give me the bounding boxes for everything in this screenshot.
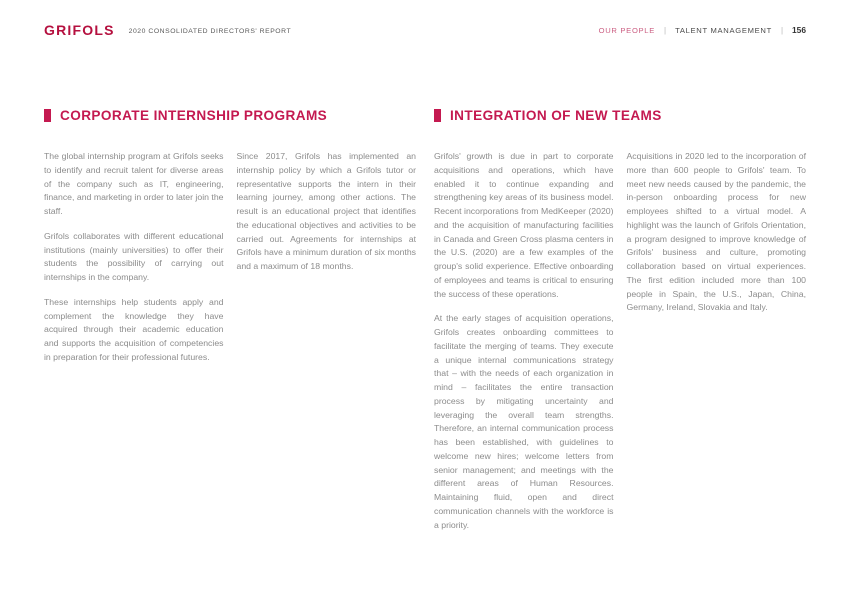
text-column [627,150,807,543]
section-title: CORPORATE INTERNSHIP PROGRAMS [60,108,328,123]
section-columns [44,150,416,376]
breadcrumb-separator: | [780,25,784,35]
paragraph: Since 2017, Grifols has implemented an internship policy by which a Grifols tutor or representative supports the intern in their learning journey, among other actions. The result is an educational project that identifies the educational objectives and activities to be carried out. Agreements for internships at Grifols have a minimum duration of six months and a maximum of 18 months. [236,151,416,271]
section-heading [434,108,806,123]
text-column [434,150,614,543]
paragraph: The global internship program at Grifols seeks to identify and recruit talent for diverse areas of the company such as IT, engineering, finance, and marketing in order to later join the staff. [44,151,224,216]
paragraph: Acquisitions in 2020 led to the incorporation of more than 600 people to Grifols' team. To meet new needs caused by the pandemic, the in-person onboarding process for new employees shifted to a virtual model. A highlight was the launch of Grifols Orientation, a program designed to improve knowledge of Grifols' business and culture, promoting collaboration based on virtual experiences. The first edition included more than 100 people in Spain, the U.S., Japan, China, Germany, Ireland, Slovakia and Italy. [626,151,806,313]
paragraph: At the early stages of acquisition operations, Grifols creates onboarding committees to facilitate the merging of teams. They execute a unique internal communications strategy that – with the needs of each organization in mind – facilitates the entire transaction process by mitigating uncertainty and leveraging the overall team strengths. Therefore, an internal communication process has been established, with guidelines to welcome new hires; welcome letters from senior management; and meetings with the different areas of Human Resources. Maintaining fluid, open and direct communication channels with the workforce is a priority. [434,313,614,530]
text-column [237,150,417,376]
section-columns [434,150,806,543]
main-content [0,108,850,543]
breadcrumb-page: TALENT MANAGEMENT [675,25,772,35]
breadcrumb [599,25,806,35]
section-title: INTEGRATION OF NEW TEAMS [450,108,662,123]
breadcrumb-separator: | [664,25,667,35]
paragraph: Grifols' growth is due in part to corporate acquisitions and operations, which have enabled it to continue expanding and strengthening key areas of its business model. Recent incorporations from MedKeeper (2020) and the acquisition of manufacturing facilities in Canada and Green Cross plasma centers in the U.S. (2020) are a few examples of the group's solid experience. Effective onboarding of employees and teams is critical to ensuring the success of these operations. [434,151,614,299]
paragraph: Grifols collaborates with different educational institutions (mainly universities) to offer their students the possibility of carrying out internships in the company. [44,230,224,282]
page-number: 156 [792,25,806,35]
section-bullet-icon [44,109,51,122]
section-heading [44,108,416,123]
breadcrumb-section: OUR PEOPLE [598,25,655,35]
page-header [0,0,850,38]
paragraph: These internships help students apply and complement the knowledge they have acquired through their academic education and supports the acquisition of competencies in preparation for their professional futures. [44,296,224,362]
header-left [44,22,291,38]
section-corporate-internship-programs [44,108,416,543]
text-column [44,150,224,376]
grifols-logo: GRIFOLS [44,22,115,38]
section-bullet-icon [434,109,441,122]
report-title: 2020 CONSOLIDATED DIRECTORS' REPORT [128,28,292,35]
section-integration-of-new-teams [434,108,806,543]
